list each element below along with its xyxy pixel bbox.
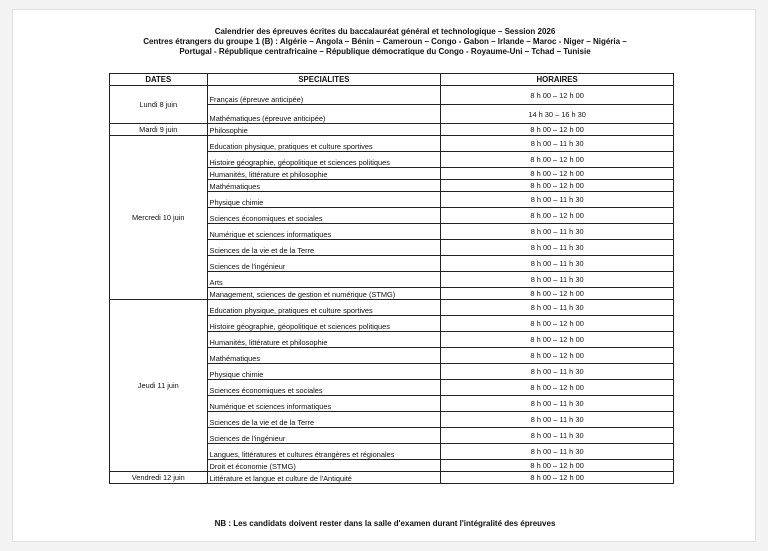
horaire-cell: 14 h 30 – 16 h 30 (441, 105, 674, 124)
horaire-cell: 8 h 00 – 12 h 00 (441, 152, 674, 168)
horaire-cell: 8 h 00 – 11 h 30 (441, 444, 674, 460)
horaire-cell: 8 h 00 – 11 h 30 (441, 240, 674, 256)
date-cell: Vendredi 12 juin (110, 472, 208, 484)
horaire-cell: 8 h 00 – 11 h 30 (441, 412, 674, 428)
horaire-cell: 8 h 00 – 11 h 30 (441, 224, 674, 240)
horaire-cell: 8 h 00 – 12 h 00 (441, 168, 674, 180)
specialite-cell: Numérique et sciences informatiques (207, 396, 441, 412)
horaire-cell: 8 h 00 – 11 h 30 (441, 396, 674, 412)
specialite-cell: Langues, littératures et cultures étrangères et régionales (207, 444, 441, 460)
document-header (13, 27, 757, 57)
specialite-cell: Sciences économiques et sociales (207, 380, 441, 396)
horaire-cell: 8 h 00 – 11 h 30 (441, 300, 674, 316)
specialite-cell: Mathématiques (épreuve anticipée) (207, 105, 441, 124)
specialite-cell: Français (épreuve anticipée) (207, 86, 441, 105)
specialite-cell: Mathématiques (207, 180, 441, 192)
horaire-cell: 8 h 00 – 12 h 00 (441, 348, 674, 364)
horaire-cell: 8 h 00 – 12 h 00 (441, 380, 674, 396)
column-header-horaires: HORAIRES (441, 74, 674, 86)
table-body (110, 86, 674, 484)
horaire-cell: 8 h 00 – 11 h 30 (441, 364, 674, 380)
date-cell: Jeudi 11 juin (110, 300, 208, 472)
specialite-cell: Physique chimie (207, 192, 441, 208)
column-header-specialites: SPECIALITES (207, 74, 441, 86)
specialite-cell: Mathématiques (207, 348, 441, 364)
footer-note: NB : Les candidats doivent rester dans la salle d'examen durant l'intégralité des épreuves (214, 519, 556, 528)
specialite-cell: Management, sciences de gestion et numérique (STMG) (207, 288, 441, 300)
specialite-cell: Histoire géographie, géopolitique et sciences politiques (207, 152, 441, 168)
schedule-table (109, 73, 674, 484)
specialite-cell: Education physique, pratiques et culture sportives (207, 136, 441, 152)
specialite-cell: Histoire géographie, géopolitique et sciences politiques (207, 316, 441, 332)
document-page (12, 9, 756, 542)
horaire-cell: 8 h 00 – 12 h 00 (441, 460, 674, 472)
date-cell: Lundi 8 juin (110, 86, 208, 124)
table-row (110, 136, 674, 152)
specialite-cell: Sciences de l'ingénieur (207, 256, 441, 272)
header-centres-line1: Centres étrangers du groupe 1 (B) : Algérie – Angola – Bénin – Cameroun – Congo - Gabon – Irlande – Maroc - Niger – Nigéria – (143, 37, 627, 46)
horaire-cell: 8 h 00 – 11 h 30 (441, 428, 674, 444)
specialite-cell: Education physique, pratiques et culture sportives (207, 300, 441, 316)
horaire-cell: 8 h 00 – 11 h 30 (441, 272, 674, 288)
specialite-cell: Humanités, littérature et philosophie (207, 332, 441, 348)
table-row (110, 300, 674, 316)
specialite-cell: Philosophie (207, 124, 441, 136)
specialite-cell: Sciences de la vie et de la Terre (207, 412, 441, 428)
horaire-cell: 8 h 00 – 11 h 30 (441, 192, 674, 208)
horaire-cell: 8 h 00 – 11 h 30 (441, 256, 674, 272)
table-row (110, 124, 674, 136)
horaire-cell: 8 h 00 – 12 h 00 (441, 288, 674, 300)
specialite-cell: Littérature et langue et culture de l'Antiquité (207, 472, 441, 484)
specialite-cell: Humanités, littérature et philosophie (207, 168, 441, 180)
specialite-cell: Numérique et sciences informatiques (207, 224, 441, 240)
table-row (110, 472, 674, 484)
horaire-cell: 8 h 00 – 12 h 00 (441, 472, 674, 484)
horaire-cell: 8 h 00 – 12 h 00 (441, 208, 674, 224)
horaire-cell: 8 h 00 – 12 h 00 (441, 124, 674, 136)
specialite-cell: Physique chimie (207, 364, 441, 380)
horaire-cell: 8 h 00 – 12 h 00 (441, 86, 674, 105)
specialite-cell: Sciences de l'ingénieur (207, 428, 441, 444)
table-header-row (110, 74, 674, 86)
header-centres-line2: Portugal - République centrafricaine – République démocratique du Congo - Royaume-Uni – Tchad – Tunisie (179, 47, 591, 56)
specialite-cell: Sciences économiques et sociales (207, 208, 441, 224)
date-cell: Mercredi 10 juin (110, 136, 208, 300)
table-row (110, 86, 674, 105)
column-header-dates: DATES (110, 74, 208, 86)
horaire-cell: 8 h 00 – 12 h 00 (441, 332, 674, 348)
horaire-cell: 8 h 00 – 12 h 00 (441, 180, 674, 192)
horaire-cell: 8 h 00 – 12 h 00 (441, 316, 674, 332)
specialite-cell: Droit et économie (STMG) (207, 460, 441, 472)
date-cell: Mardi 9 juin (110, 124, 208, 136)
header-title: Calendrier des épreuves écrites du baccalauréat général et technologique – Session 2026 (214, 27, 556, 36)
horaire-cell: 8 h 00 – 11 h 30 (441, 136, 674, 152)
specialite-cell: Sciences de la vie et de la Terre (207, 240, 441, 256)
specialite-cell: Arts (207, 272, 441, 288)
